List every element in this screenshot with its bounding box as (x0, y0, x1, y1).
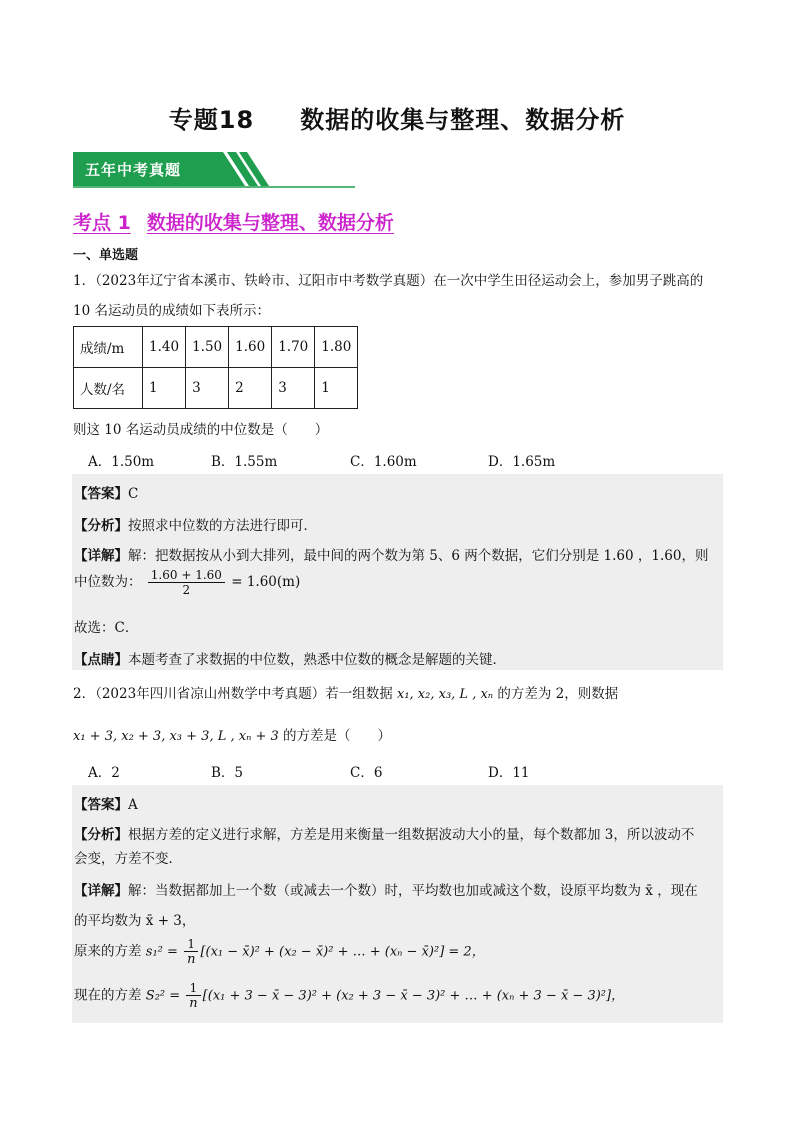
q1-answer-row (74, 482, 138, 502)
q2-stem-line2 (73, 724, 391, 744)
fraction-denominator: n (189, 996, 198, 1011)
comment-text: 本题考查了求数据的中位数，熟悉中位数的概念是解题的关键． (128, 652, 506, 668)
orig-expression: [(x₁ − x̄)² + (x₂ − x̄)² + … + (xₙ − x̄)²] = 2， (200, 944, 485, 960)
q1-comment-row (74, 648, 506, 668)
q2-answer-box (72, 785, 723, 1023)
answer-value: C (128, 486, 139, 502)
table-cell: 成绩/m (74, 327, 143, 368)
orig-symbol: s₁² = (145, 944, 183, 960)
kaodian-heading (73, 208, 394, 235)
q1-option-d: D．1.65m (488, 454, 556, 470)
fraction-numerator: 1.60 + 1.60 (148, 568, 225, 583)
q2-option-b: B．5 (211, 765, 244, 781)
q1-answer-box (72, 474, 723, 670)
now-fraction (186, 981, 200, 1011)
q2-detail-row2: 的平均数为 x̄ + 3， (74, 913, 196, 929)
q1-choose: 故选：C． (74, 620, 139, 636)
now-symbol: S₂² = (145, 988, 185, 1004)
table-cell: 1.40 (143, 327, 186, 368)
analysis-tag: 【分析】 (74, 827, 128, 843)
answer-tag: 【答案】 (74, 797, 128, 813)
detail-tag: 【详解】 (74, 883, 128, 899)
fraction-numerator: 1 (184, 937, 198, 952)
page-title (0, 100, 794, 135)
section-title: 一、单选题 (73, 248, 139, 263)
kaodian-label: 考点 1 (73, 212, 131, 234)
q2-current-variance (74, 981, 624, 1011)
table-cell: 1.80 (315, 327, 358, 368)
detail-tag: 【详解】 (74, 548, 128, 564)
q1-option-b: B．1.55m (211, 454, 278, 470)
analysis-text: 按照求中位数的方法进行即可． (128, 518, 317, 534)
fraction-denominator: n (187, 952, 196, 967)
q1-detail-row2 (74, 568, 300, 597)
orig-fraction (184, 937, 198, 967)
q1-stem-line3: 则这 10 名运动员成绩的中位数是（ ） (73, 422, 329, 438)
section-banner (73, 152, 355, 188)
q1-stem-line1: 1．（2023年辽宁省本溪市、铁岭市、辽阳市中考数学真题）在一次中学生田径运动会上，参加男子跳高的 (73, 273, 704, 289)
q2-option-a: A．2 (88, 765, 120, 781)
detail2-post: = 1.60(m) (231, 574, 301, 590)
fraction-denominator: 2 (182, 583, 191, 597)
q1-detail-row1 (74, 544, 708, 564)
table-cell: 人数/名 (74, 368, 143, 409)
table-cell: 1.60 (229, 327, 272, 368)
q2-original-variance (74, 937, 485, 967)
answer-value: A (128, 797, 138, 813)
title-part1: 专题18 (168, 106, 255, 134)
orig-pre: 原来的方差 (74, 943, 146, 960)
table-row (74, 368, 358, 409)
detail2-pre: 中位数为： (74, 574, 142, 590)
analysis-tag: 【分析】 (74, 518, 128, 534)
q2-stem2-post: 的方差是（ ） (278, 728, 392, 744)
banner-label: 五年中考真题 (85, 161, 182, 179)
q2-option-c: C．6 (350, 765, 383, 781)
median-fraction (148, 568, 225, 597)
table-cell: 3 (272, 368, 315, 409)
q1-stem-line2: 10 名运动员的成绩如下表所示： (73, 303, 270, 319)
kaodian-text: 数据的收集与整理、数据分析 (146, 212, 394, 234)
q2-answer-row (74, 793, 138, 813)
table-cell: 1 (315, 368, 358, 409)
q2-option-d: D．11 (488, 765, 530, 781)
fraction-numerator: 1 (186, 981, 200, 996)
detail-text: 解：把数据按从小到大排列，最中间的两个数为第 5、6 两个数据，它们分别是 1.60 ，1.60，则 (128, 548, 709, 564)
table-row (74, 327, 358, 368)
q1-option-c: C．1.60m (350, 454, 417, 470)
q2-analysis-row2: 会变，方差不变． (74, 851, 182, 867)
analysis-text: 根据方差的定义进行求解，方差是用来衡量一组数据波动大小的量，每个数都加 3，所以波动不 (128, 827, 695, 843)
table-cell: 1.70 (272, 327, 315, 368)
q1-analysis-row (74, 514, 317, 534)
now-pre: 现在的方差 (74, 987, 146, 1004)
comment-tag: 【点睛】 (74, 652, 128, 668)
q2-stem1-post: 的方差为 2，则数据 (493, 686, 619, 702)
title-part2: 数据的收集与整理、数据分析 (300, 106, 626, 134)
q2-stem-line1 (73, 682, 618, 702)
q2-stem2-math: x₁ + 3, x₂ + 3, x₃ + 3, L , xₙ + 3 (73, 729, 279, 744)
table-cell: 2 (229, 368, 272, 409)
q2-stem1-pre: 2．（2023年四川省凉山州数学中考真题）若一组数据 (73, 686, 397, 702)
table-cell: 1 (143, 368, 186, 409)
table-cell: 3 (186, 368, 229, 409)
detail-text: 解：当数据都加上一个数（或减去一个数）时，平均数也加或减这个数，设原平均数为 x̄ ，现在 (128, 883, 698, 899)
q2-analysis-row1 (74, 823, 694, 843)
answer-tag: 【答案】 (74, 486, 128, 502)
q2-stem1-math: x₁, x₂, x₃, L , xₙ (397, 687, 494, 702)
table-cell: 1.50 (186, 327, 229, 368)
now-expression: [(x₁ + 3 − x̄ − 3)² + (x₂ + 3 − x̄ − 3)² + … + (xₙ + 3 − x̄ − 3)²]， (202, 988, 625, 1004)
scores-table (73, 326, 358, 409)
q1-option-a: A．1.50m (88, 454, 155, 470)
q2-detail-row1 (74, 879, 698, 899)
